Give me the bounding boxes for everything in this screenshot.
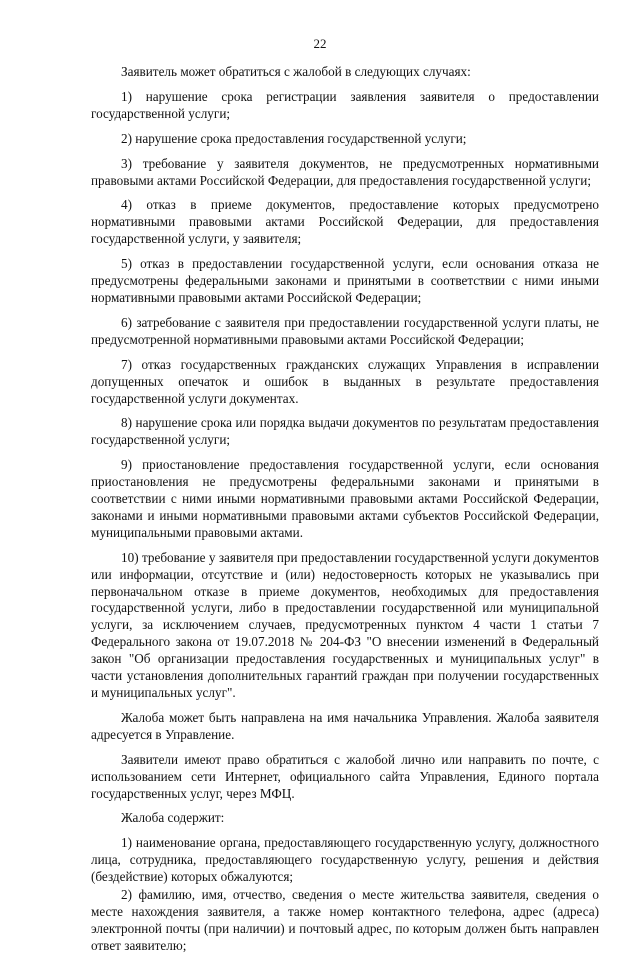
- case-item-6: 6) затребование с заявителя при предоставлении государственной услуги платы, не предусмотренной нормативными правовыми актами Российской Федерации;: [91, 314, 599, 347]
- case-item-3: 3) требование у заявителя документов, не предусмотренных нормативными правовыми актами Российской Федерации, для предоставления государственной услуги;: [91, 155, 599, 188]
- case-item-4: 4) отказ в приеме документов, предоставление которых предусмотрено нормативными правовыми актами Российской Федерации, для предоставления государственной услуги, у заявителя;: [91, 197, 599, 247]
- case-item-9: 9) приостановление предоставления государственной услуги, если основания приостановления не предусмотрены федеральными законами и принятыми в соответствии с ними иными нормативными правовыми актами Российской Федерации, законами и иными нормативными правовыми актами субъектов Российской Федерации, муниципальными правовыми актами.: [91, 457, 599, 540]
- contents-item-1: 1) наименование органа, предоставляющего государственную услугу, должностного лица, сотрудника, предоставляющего государственную услугу, решения и действия (бездействие) которых обжалуются;: [91, 835, 599, 885]
- page-number: 22: [313, 36, 327, 51]
- case-item-8: 8) нарушение срока или порядка выдачи документов по результатам предоставления государственной услуги;: [91, 415, 599, 448]
- complaint-contents-heading: Жалоба содержит:: [121, 810, 225, 826]
- case-item-10: 10) требование у заявителя при предоставлении государственной услуги документов или информации, отсутствие и (или) недостоверность которых не указывались при первоначальном отказе в приеме документов, необходимых для предоставления государственной услуги, либо в предоставлении государственной или муниципальной услуги, за исключением случаев, предусмотренных пунктом 4 части 1 статьи 7 Федерального закона от 19.07.2018 № 204-ФЗ "О внесении изменений в Федеральный закон "Об организации предоставления государственных и муниципальных услуг" в части установления дополнительных гарантий граждан при получении государственных и муниципальных услуг".: [91, 549, 599, 700]
- case-item-1: 1) нарушение срока регистрации заявления заявителя о предоставлении государственной услуги;: [91, 88, 599, 121]
- complaint-submission-paragraph: Заявители имеют право обратиться с жалобой лично или направить по почте, с использованием сети Интернет, официального сайта Управления, Единого портала государственных услуг, через МФЦ.: [91, 751, 599, 801]
- contents-item-2: 2) фамилию, имя, отчество, сведения о месте жительства заявителя, сведения о месте нахождения заявителя, а также номер контактного телефона, адрес (адреса) электронной почты (при наличии) и почтовый адрес, по которым должен быть направлен ответ заявителю;: [91, 887, 599, 953]
- document-body: [91, 64, 599, 963]
- complaint-cases-intro: Заявитель может обратиться с жалобой в следующих случаях:: [121, 64, 471, 79]
- case-item-5: 5) отказ в предоставлении государственной услуги, если основания отказа не предусмотрены федеральными законами и принятыми в соответствии с ними иными нормативными правовыми актами Российской Федерации;: [91, 256, 599, 305]
- case-item-7: 7) отказ государственных гражданских служащих Управления в исправлении допущенных опечаток и ошибок в выданных в результате предоставления государственной услуги документах.: [91, 356, 599, 406]
- complaint-addressee-paragraph: Жалоба может быть направлена на имя начальника Управления. Жалоба заявителя адресуется в Управление.: [91, 709, 599, 742]
- case-item-2: 2) нарушение срока предоставления государственной услуги;: [121, 130, 467, 146]
